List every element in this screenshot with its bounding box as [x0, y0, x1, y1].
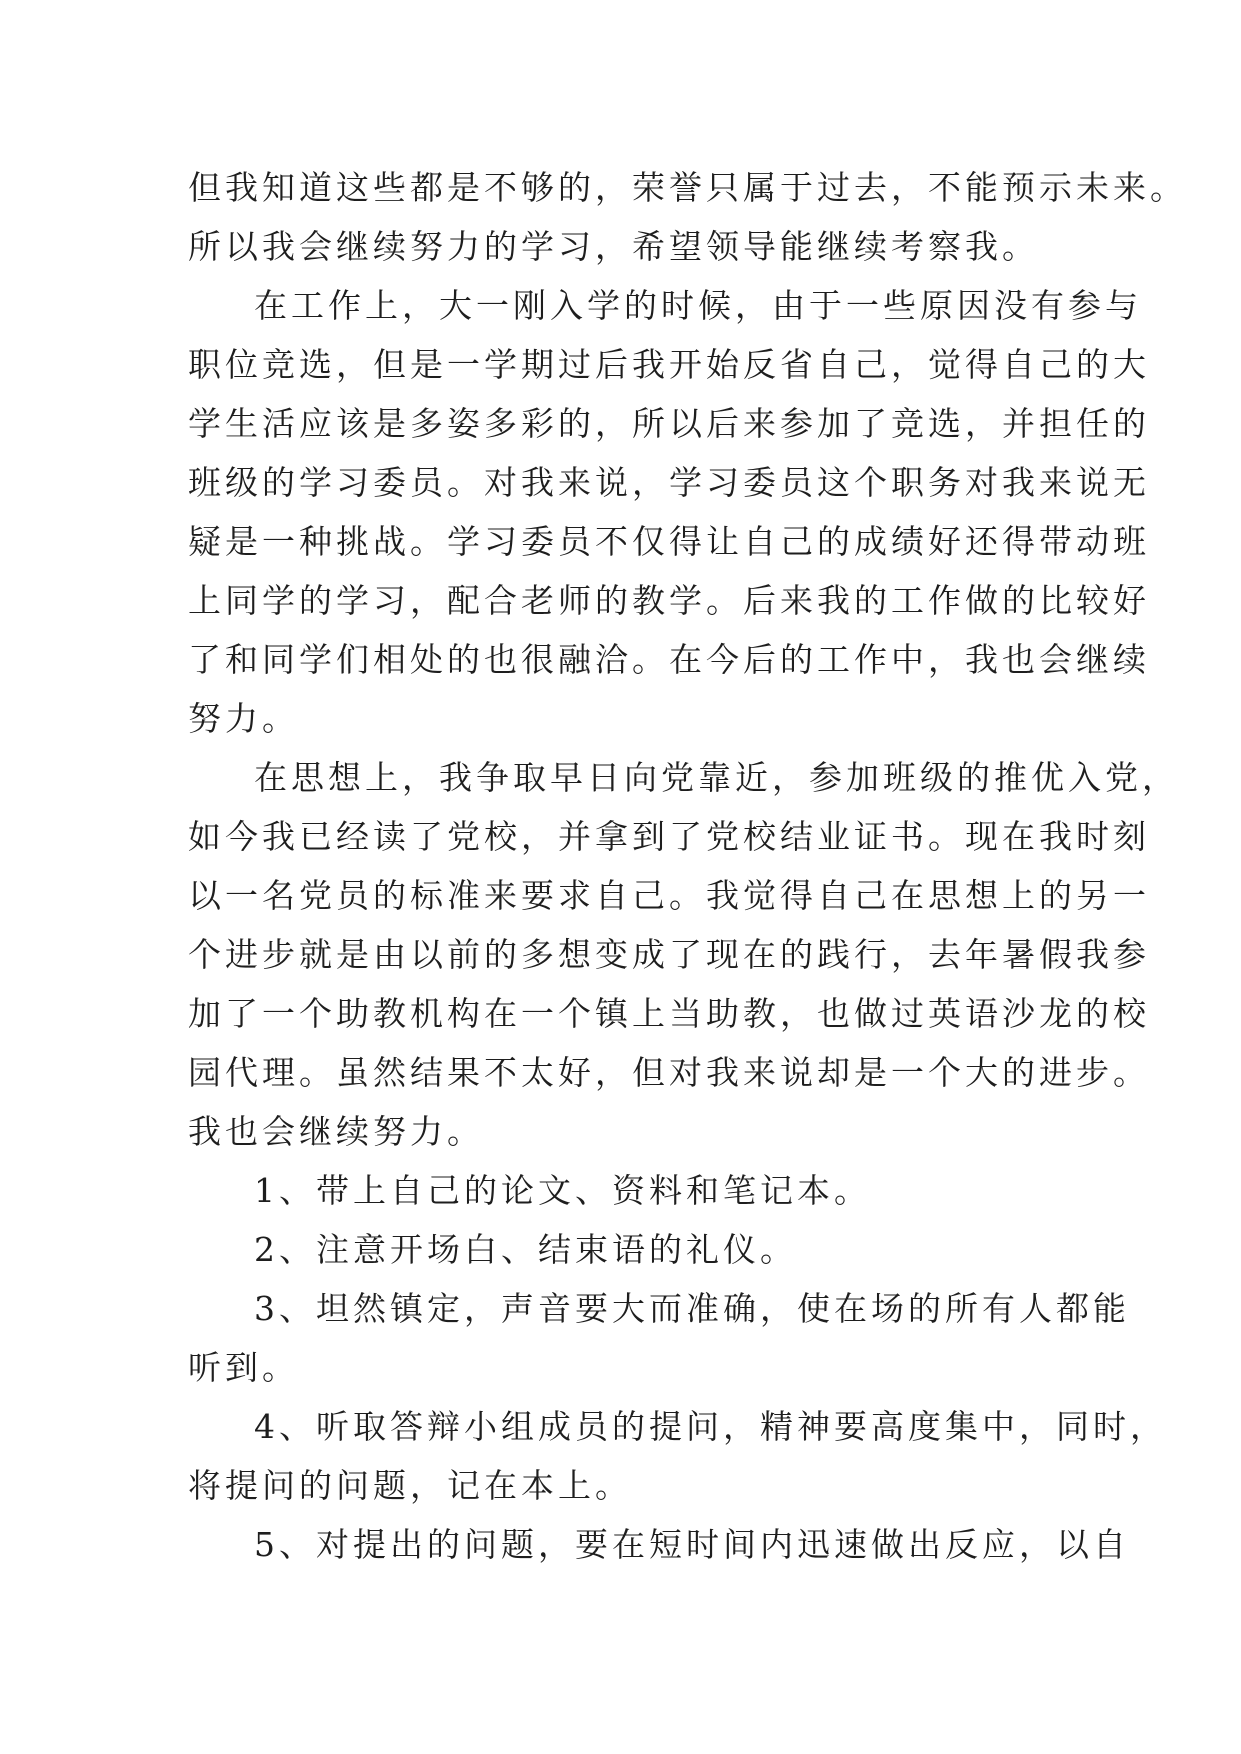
document-body — [188, 158, 1187, 1574]
text-line: 职位竞选，但是一学期过后我开始反省自己，觉得自己的大 — [188, 345, 1150, 384]
text-line: 努力。 — [188, 699, 299, 738]
text-line: 疑是一种挑战。学习委员不仅得让自己的成绩好还得带动班 — [188, 522, 1150, 561]
text-line: 个进步就是由以前的多想变成了现在的践行，去年暑假我参 — [188, 935, 1150, 974]
text-line: 如今我已经读了党校，并拿到了党校结业证书。现在我时刻 — [188, 817, 1150, 856]
list-item-1: 1、带上自己的论文、资料和笔记本。 — [254, 1171, 871, 1210]
text-line: 了和同学们相处的也很融洽。在今后的工作中，我也会继续 — [188, 640, 1150, 679]
list-item-3: 3、坦然镇定，声音要大而准确，使在场的所有人都能 — [254, 1289, 1130, 1328]
list-item-2: 2、注意开场白、结束语的礼仪。 — [254, 1230, 797, 1269]
text-line: 上同学的学习，配合老师的教学。后来我的工作做的比较好 — [188, 581, 1150, 620]
text-line: 我也会继续努力。 — [188, 1112, 484, 1151]
text-line: 学生活应该是多姿多彩的，所以后来参加了竞选，并担任的 — [188, 404, 1150, 443]
text-line: 班级的学习委员。对我来说，学习委员这个职务对我来说无 — [188, 463, 1150, 502]
text-line: 园代理。虽然结果不太好，但对我来说却是一个大的进步。 — [188, 1053, 1150, 1092]
text-line: 以一名党员的标准来要求自己。我觉得自己在思想上的另一 — [188, 876, 1150, 915]
paragraph-start-line: 在工作上，大一刚入学的时候，由于一些原因没有参与 — [254, 286, 1142, 325]
text-line: 所以我会继续努力的学习，希望领导能继续考察我。 — [188, 227, 1039, 266]
text-line: 听到。 — [188, 1348, 299, 1387]
list-item-4: 4、听取答辩小组成员的提问，精神要高度集中，同时， — [254, 1407, 1167, 1446]
text-line: 将提问的问题，记在本上。 — [188, 1466, 632, 1505]
list-item-5: 5、对提出的问题，要在短时间内迅速做出反应，以自 — [254, 1525, 1130, 1564]
paragraph-start-line: 在思想上，我争取早日向党靠近，参加班级的推优入党， — [254, 758, 1179, 797]
text-line: 但我知道这些都是不够的，荣誉只属于过去，不能预示未来。 — [188, 168, 1187, 207]
text-line: 加了一个助教机构在一个镇上当助教，也做过英语沙龙的校 — [188, 994, 1150, 1033]
